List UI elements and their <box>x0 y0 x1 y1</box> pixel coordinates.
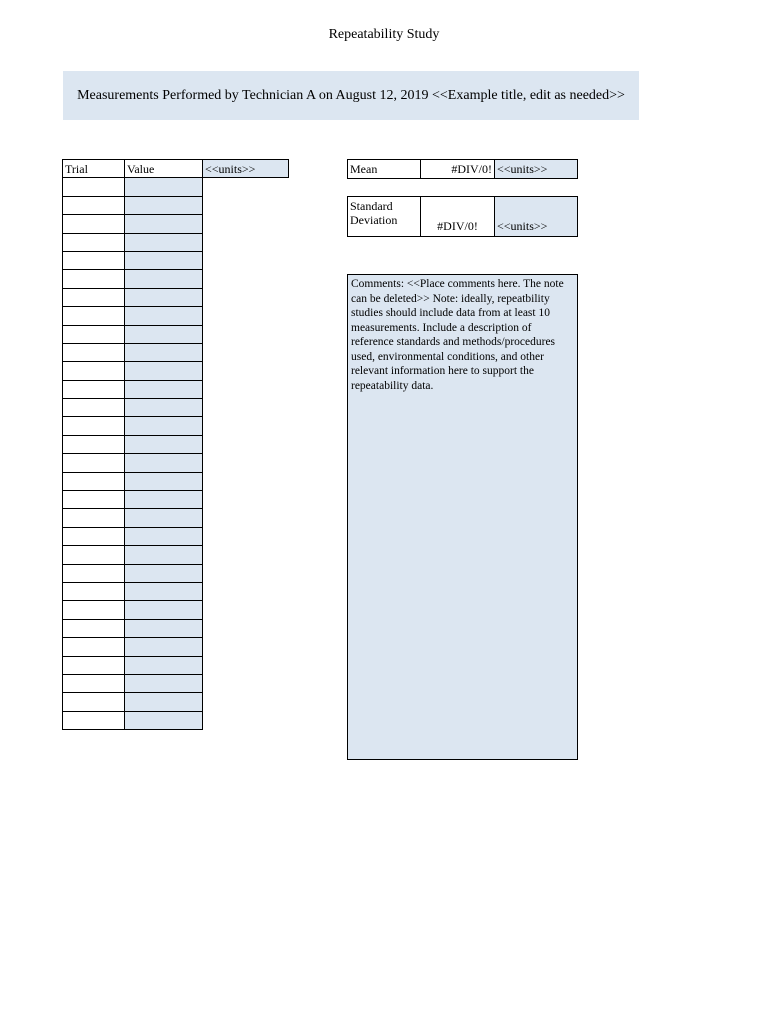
empty-cell <box>203 454 289 472</box>
trial-cell[interactable] <box>63 325 125 343</box>
trial-cell[interactable] <box>63 674 125 692</box>
trial-cell[interactable] <box>63 307 125 325</box>
value-cell[interactable] <box>125 454 203 472</box>
empty-cell <box>203 527 289 545</box>
trial-cell[interactable] <box>63 399 125 417</box>
trial-cell[interactable] <box>63 693 125 711</box>
trial-cell[interactable] <box>63 527 125 545</box>
value-cell[interactable] <box>125 251 203 269</box>
value-cell[interactable] <box>125 288 203 306</box>
empty-cell <box>203 491 289 509</box>
table-row <box>63 693 289 711</box>
empty-cell <box>203 288 289 306</box>
table-row <box>63 619 289 637</box>
empty-cell <box>203 693 289 711</box>
value-cell[interactable] <box>125 380 203 398</box>
table-row <box>63 656 289 674</box>
value-cell[interactable] <box>125 693 203 711</box>
empty-cell <box>203 399 289 417</box>
empty-cell <box>203 472 289 490</box>
trial-cell[interactable] <box>63 656 125 674</box>
empty-cell <box>203 307 289 325</box>
value-cell[interactable] <box>125 325 203 343</box>
value-cell[interactable] <box>125 233 203 251</box>
trial-cell[interactable] <box>63 380 125 398</box>
table-row <box>63 307 289 325</box>
trial-cell[interactable] <box>63 233 125 251</box>
std-dev-box <box>347 196 578 237</box>
value-cell[interactable] <box>125 582 203 600</box>
trial-cell[interactable] <box>63 638 125 656</box>
table-row <box>63 270 289 288</box>
comments-box[interactable] <box>347 274 578 760</box>
trial-cell[interactable] <box>63 582 125 600</box>
page-title: Repeatability Study <box>328 27 440 42</box>
title-banner[interactable] <box>63 71 639 120</box>
value-cell[interactable] <box>125 472 203 490</box>
table-row <box>63 546 289 564</box>
table-row <box>63 491 289 509</box>
value-cell[interactable] <box>125 656 203 674</box>
value-cell[interactable] <box>125 215 203 233</box>
empty-cell <box>203 380 289 398</box>
table-row <box>63 435 289 453</box>
value-cell[interactable] <box>125 491 203 509</box>
mean-units[interactable]: <<units>> <box>495 160 577 178</box>
table-row <box>63 325 289 343</box>
trial-cell[interactable] <box>63 362 125 380</box>
table-row <box>63 638 289 656</box>
table-row <box>63 582 289 600</box>
table-row <box>63 399 289 417</box>
table-row <box>63 711 289 729</box>
trial-cell[interactable] <box>63 619 125 637</box>
empty-cell <box>203 215 289 233</box>
mean-value: #DIV/0! <box>421 160 495 178</box>
empty-cell <box>203 362 289 380</box>
empty-cell <box>203 601 289 619</box>
value-cell[interactable] <box>125 196 203 214</box>
empty-cell <box>203 233 289 251</box>
value-cell[interactable] <box>125 399 203 417</box>
std-dev-label: Standard Deviation <box>348 197 421 236</box>
trial-cell[interactable] <box>63 215 125 233</box>
value-cell[interactable] <box>125 546 203 564</box>
value-cell[interactable] <box>125 417 203 435</box>
units-header[interactable]: <<units>> <box>203 160 289 178</box>
trial-cell[interactable] <box>63 546 125 564</box>
std-dev-units[interactable]: <<units>> <box>495 197 577 236</box>
trial-table <box>62 159 289 730</box>
table-row <box>63 674 289 692</box>
table-row <box>63 251 289 269</box>
table-row <box>63 178 289 196</box>
value-cell[interactable] <box>125 178 203 196</box>
table-row <box>63 472 289 490</box>
value-cell[interactable] <box>125 601 203 619</box>
mean-label: Mean <box>348 160 421 178</box>
empty-cell <box>203 178 289 196</box>
value-header: Value <box>125 160 203 178</box>
value-cell[interactable] <box>125 674 203 692</box>
table-row <box>63 417 289 435</box>
empty-cell <box>203 656 289 674</box>
banner-text: Measurements Performed by Technician A on August 12, 2019 <<Example title, edit as needed>> <box>77 88 625 103</box>
trial-cell[interactable] <box>63 711 125 729</box>
table-header-row <box>63 160 289 178</box>
empty-cell <box>203 435 289 453</box>
table-row <box>63 527 289 545</box>
table-row <box>63 601 289 619</box>
comments-text: Comments: <<Place comments here. The note can be deleted>> Note: ideally, repeatbility studies should include data from at least 10 measurements. Include a description of reference standards and methods/procedures used, environmental conditions, and other relevant information here to support the repeatability data. <box>351 278 564 392</box>
trial-cell[interactable] <box>63 435 125 453</box>
table-row <box>63 233 289 251</box>
trial-cell[interactable] <box>63 417 125 435</box>
trial-cell[interactable] <box>63 196 125 214</box>
table-row <box>63 454 289 472</box>
empty-cell <box>203 674 289 692</box>
std-dev-value: #DIV/0! <box>421 197 495 236</box>
empty-cell <box>203 251 289 269</box>
trial-cell[interactable] <box>63 270 125 288</box>
value-cell[interactable] <box>125 527 203 545</box>
trial-cell[interactable] <box>63 564 125 582</box>
empty-cell <box>203 582 289 600</box>
empty-cell <box>203 711 289 729</box>
value-cell[interactable] <box>125 638 203 656</box>
value-cell[interactable] <box>125 435 203 453</box>
value-cell[interactable] <box>125 619 203 637</box>
value-cell[interactable] <box>125 343 203 361</box>
empty-cell <box>203 509 289 527</box>
empty-cell <box>203 270 289 288</box>
empty-cell <box>203 196 289 214</box>
mean-box <box>347 159 578 179</box>
empty-cell <box>203 325 289 343</box>
empty-cell <box>203 343 289 361</box>
table-row <box>63 288 289 306</box>
trial-cell[interactable] <box>63 251 125 269</box>
trial-cell[interactable] <box>63 343 125 361</box>
table-row <box>63 343 289 361</box>
trial-cell[interactable] <box>63 178 125 196</box>
table-row <box>63 380 289 398</box>
empty-cell <box>203 638 289 656</box>
trial-header: Trial <box>63 160 125 178</box>
value-cell[interactable] <box>125 564 203 582</box>
value-cell[interactable] <box>125 270 203 288</box>
empty-cell <box>203 546 289 564</box>
value-cell[interactable] <box>125 509 203 527</box>
empty-cell <box>203 417 289 435</box>
value-cell[interactable] <box>125 362 203 380</box>
trial-cell[interactable] <box>63 601 125 619</box>
table-row <box>63 509 289 527</box>
trial-cell[interactable] <box>63 509 125 527</box>
table-row <box>63 564 289 582</box>
table-row <box>63 362 289 380</box>
empty-cell <box>203 619 289 637</box>
trial-cell[interactable] <box>63 454 125 472</box>
value-cell[interactable] <box>125 711 203 729</box>
empty-cell <box>203 564 289 582</box>
table-row <box>63 196 289 214</box>
value-cell[interactable] <box>125 307 203 325</box>
trial-cell[interactable] <box>63 472 125 490</box>
table-row <box>63 215 289 233</box>
trial-cell[interactable] <box>63 491 125 509</box>
trial-cell[interactable] <box>63 288 125 306</box>
